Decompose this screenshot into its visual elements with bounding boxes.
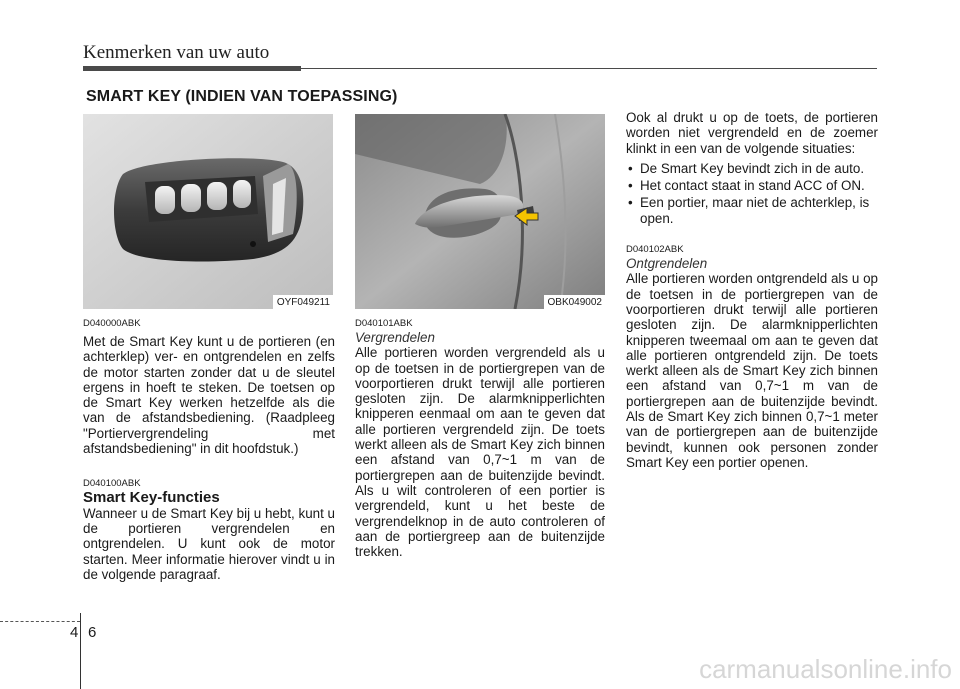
list-item: • Het contact staat in stand ACC of ON.: [626, 178, 878, 193]
door-handle-image: [355, 114, 605, 309]
panic-button-icon: [233, 180, 251, 208]
list-item: • De Smart Key bevindt zich in de auto.: [626, 161, 878, 176]
header-rule: [301, 68, 877, 69]
footer-rule: [0, 621, 80, 622]
column-1: [83, 318, 335, 582]
running-header-title: Kenmerken van uw auto: [83, 42, 270, 63]
trunk-button-icon: [207, 182, 227, 210]
column-2: [355, 318, 605, 559]
doc-code: D040101ABK: [355, 318, 413, 329]
unlock-button-icon: [181, 184, 201, 212]
smart-key-image: [83, 114, 333, 309]
chapter-number: 4: [70, 624, 79, 641]
paragraph: Wanneer u de Smart Key bij u hebt, kunt u de portieren vergrendelen en ontgrendelen. U kunt ook de motor starten. Meer informatie hierover vindt u in de volgende paragraaf.: [83, 505, 335, 582]
image-code-key: OYF049211: [273, 295, 333, 309]
doc-code: D040000ABK: [83, 318, 141, 329]
paragraph: Met de Smart Key kunt u de portieren (en achterklep) ver- en ontgrendelen en zelfs de motor starten zonder dat u de sleutel ergens in hoeft te steken. De toetsen op de Smart Key werken hetzelfde als die van de afstandsbediening. (Raadpleeg "Portiervergrendeling met afstandsbediening" in dit hoofdstuk.): [83, 334, 335, 457]
header-bar: [83, 66, 301, 71]
watermark: carmanualsonline.info: [699, 654, 952, 684]
subheading-vergrendelen: Vergrendelen: [355, 330, 435, 345]
column-3: [626, 110, 878, 470]
doc-code: D040100ABK: [83, 478, 141, 490]
list-item: • Een portier, maar niet de achterklep, is open.: [626, 195, 878, 226]
footer-divider: [80, 613, 81, 689]
paragraph: Alle portieren worden ontgrendeld als u op de toetsen in de portiergrepen van de voorportieren drukt terwijl alle portieren gesloten zijn. De alarmknipperlichten knipperen tweemaal om aan te geven dat alle portieren ontgrendeld zijn. De toets werkt alleen als de Smart Key zich binnen een afstand van 0,7~1 m van de portiergrepen aan de buitenzijde bevindt. Als de Smart Key zich binnen 0,7~1 meter van de portiergrepen aan de buitenzijde bevindt, kunnen ook personen zonder Smart Key een portier openen.: [626, 271, 878, 470]
subheading-ontgrendelen: Ontgrendelen: [626, 256, 708, 272]
paragraph: Ook al drukt u op de toets, de portieren worden niet vergrendeld en de zoemer klinkt in een van de volgende situaties:: [626, 110, 878, 156]
image-code-door: OBK049002: [544, 295, 606, 309]
page-number: 6: [88, 624, 97, 641]
heading-smart-key-functions: Smart Key-functies: [83, 489, 220, 507]
bullet-list: [626, 161, 878, 226]
paragraph: Alle portieren worden vergrendeld als u op de toetsen in de portiergrepen van de voorportieren drukt terwijl alle portieren gesloten zijn. De alarmknipperlichten knipperen eenmaal om aan te geven dat alle portieren vergrendeld zijn. De toets werkt alleen als de Smart Key zich binnen een afstand van 0,7~1 m van de portiergrepen aan de buitenzijde bevindt. Als u wilt controleren of een portier is vergrendeld, kunt u het beste de vergrendelknop in de auto controleren of aan de portiergreep aan de buitenzijde trekken.: [355, 345, 605, 560]
doc-code: D040102ABK: [626, 244, 684, 256]
section-title: SMART KEY (INDIEN VAN TOEPASSING): [86, 88, 398, 105]
lock-button-icon: [155, 186, 175, 214]
